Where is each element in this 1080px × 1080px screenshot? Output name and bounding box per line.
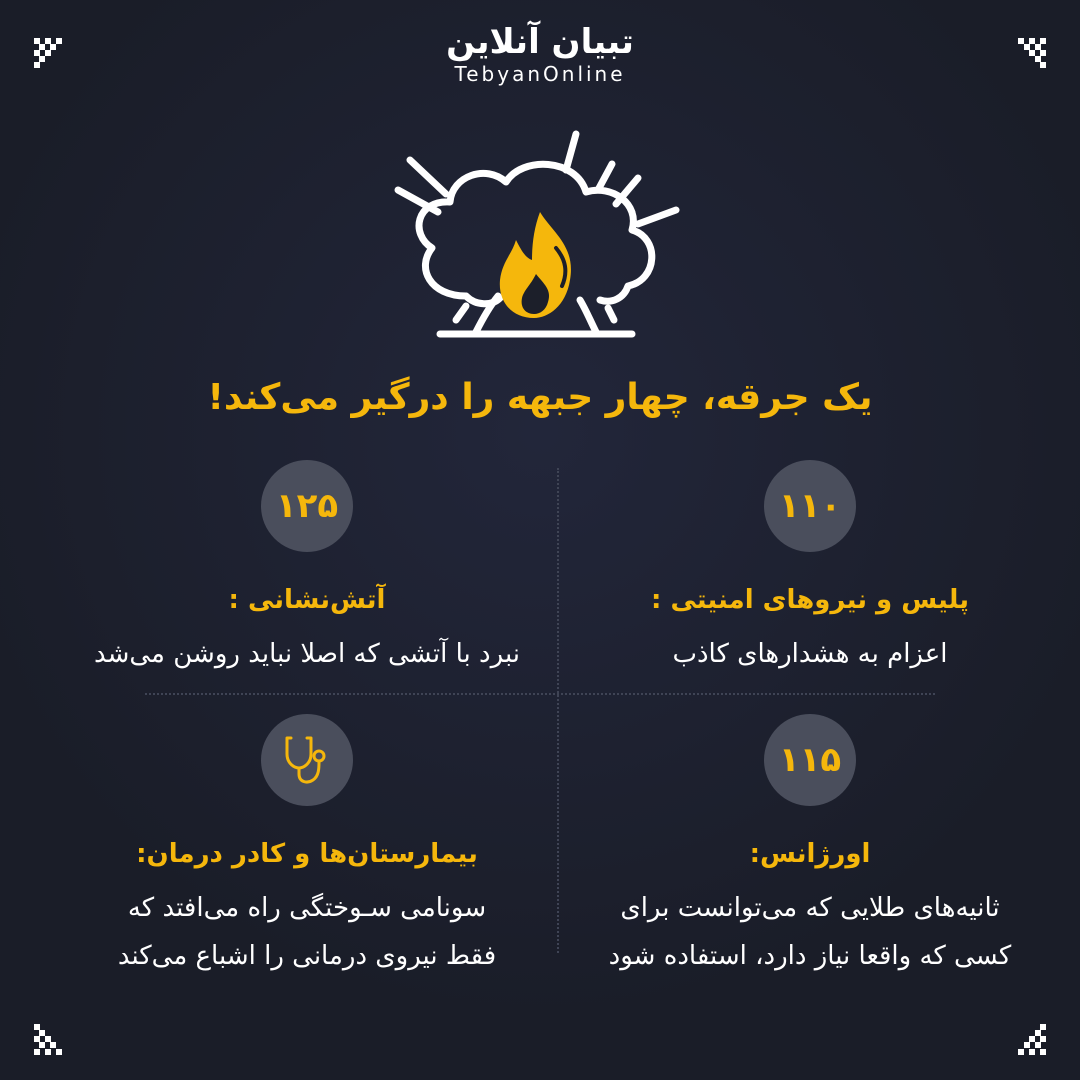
card-hospitals: [72, 714, 542, 980]
corner-ornament-icon: [30, 1022, 66, 1058]
card-title: آتش‌نشانی :: [228, 585, 386, 615]
card-body-line: سونامی سـوختگی راه می‌افتد که: [127, 893, 487, 923]
brand-name-en: TebyanOnline: [454, 62, 626, 86]
card-body: [72, 884, 542, 980]
brand-name-fa: تبیان آنلاین: [446, 22, 634, 62]
card-body-line: کسی که واقعا نیاز دارد، استفاده شود: [608, 941, 1012, 971]
explosion-fire-icon: [380, 120, 700, 350]
card-body-line: ثانیه‌های طلایی که می‌توانست برای: [620, 893, 1000, 923]
card-fire-department: [72, 460, 542, 678]
stethoscope-badge: [261, 714, 353, 806]
number-badge: ۱۱۵: [764, 714, 856, 806]
card-body: [72, 630, 542, 678]
card-title: اورژانس:: [749, 839, 871, 869]
card-body: [575, 630, 1045, 678]
card-police: [575, 460, 1045, 678]
number-badge: ۱۲۵: [261, 460, 353, 552]
stethoscope-icon: [277, 730, 337, 790]
card-body-line: فقط نیروی درمانی را اشباع می‌کند: [117, 941, 497, 971]
card-body: [575, 884, 1045, 980]
corner-ornament-icon: [1014, 1022, 1050, 1058]
card-title: پلیس و نیروهای امنیتی :: [651, 585, 969, 615]
corner-ornament-icon: [30, 34, 66, 70]
card-body-line: اعزام به هشدارهای کاذب: [672, 639, 948, 669]
vertical-divider: [557, 468, 559, 953]
number-badge: ۱۱۰: [764, 460, 856, 552]
card-title: بیمارستان‌ها و کادر درمان:: [136, 839, 478, 869]
headline: یک جرقه، چهار جبهه را درگیر می‌کند!: [207, 377, 873, 418]
corner-ornament-icon: [1014, 34, 1050, 70]
horizontal-divider: [145, 693, 935, 695]
card-emergency: [575, 714, 1045, 980]
brand-logo: [390, 22, 690, 86]
card-body-line: نبرد با آتشی که اصلا نباید روشن می‌شد: [93, 639, 521, 669]
